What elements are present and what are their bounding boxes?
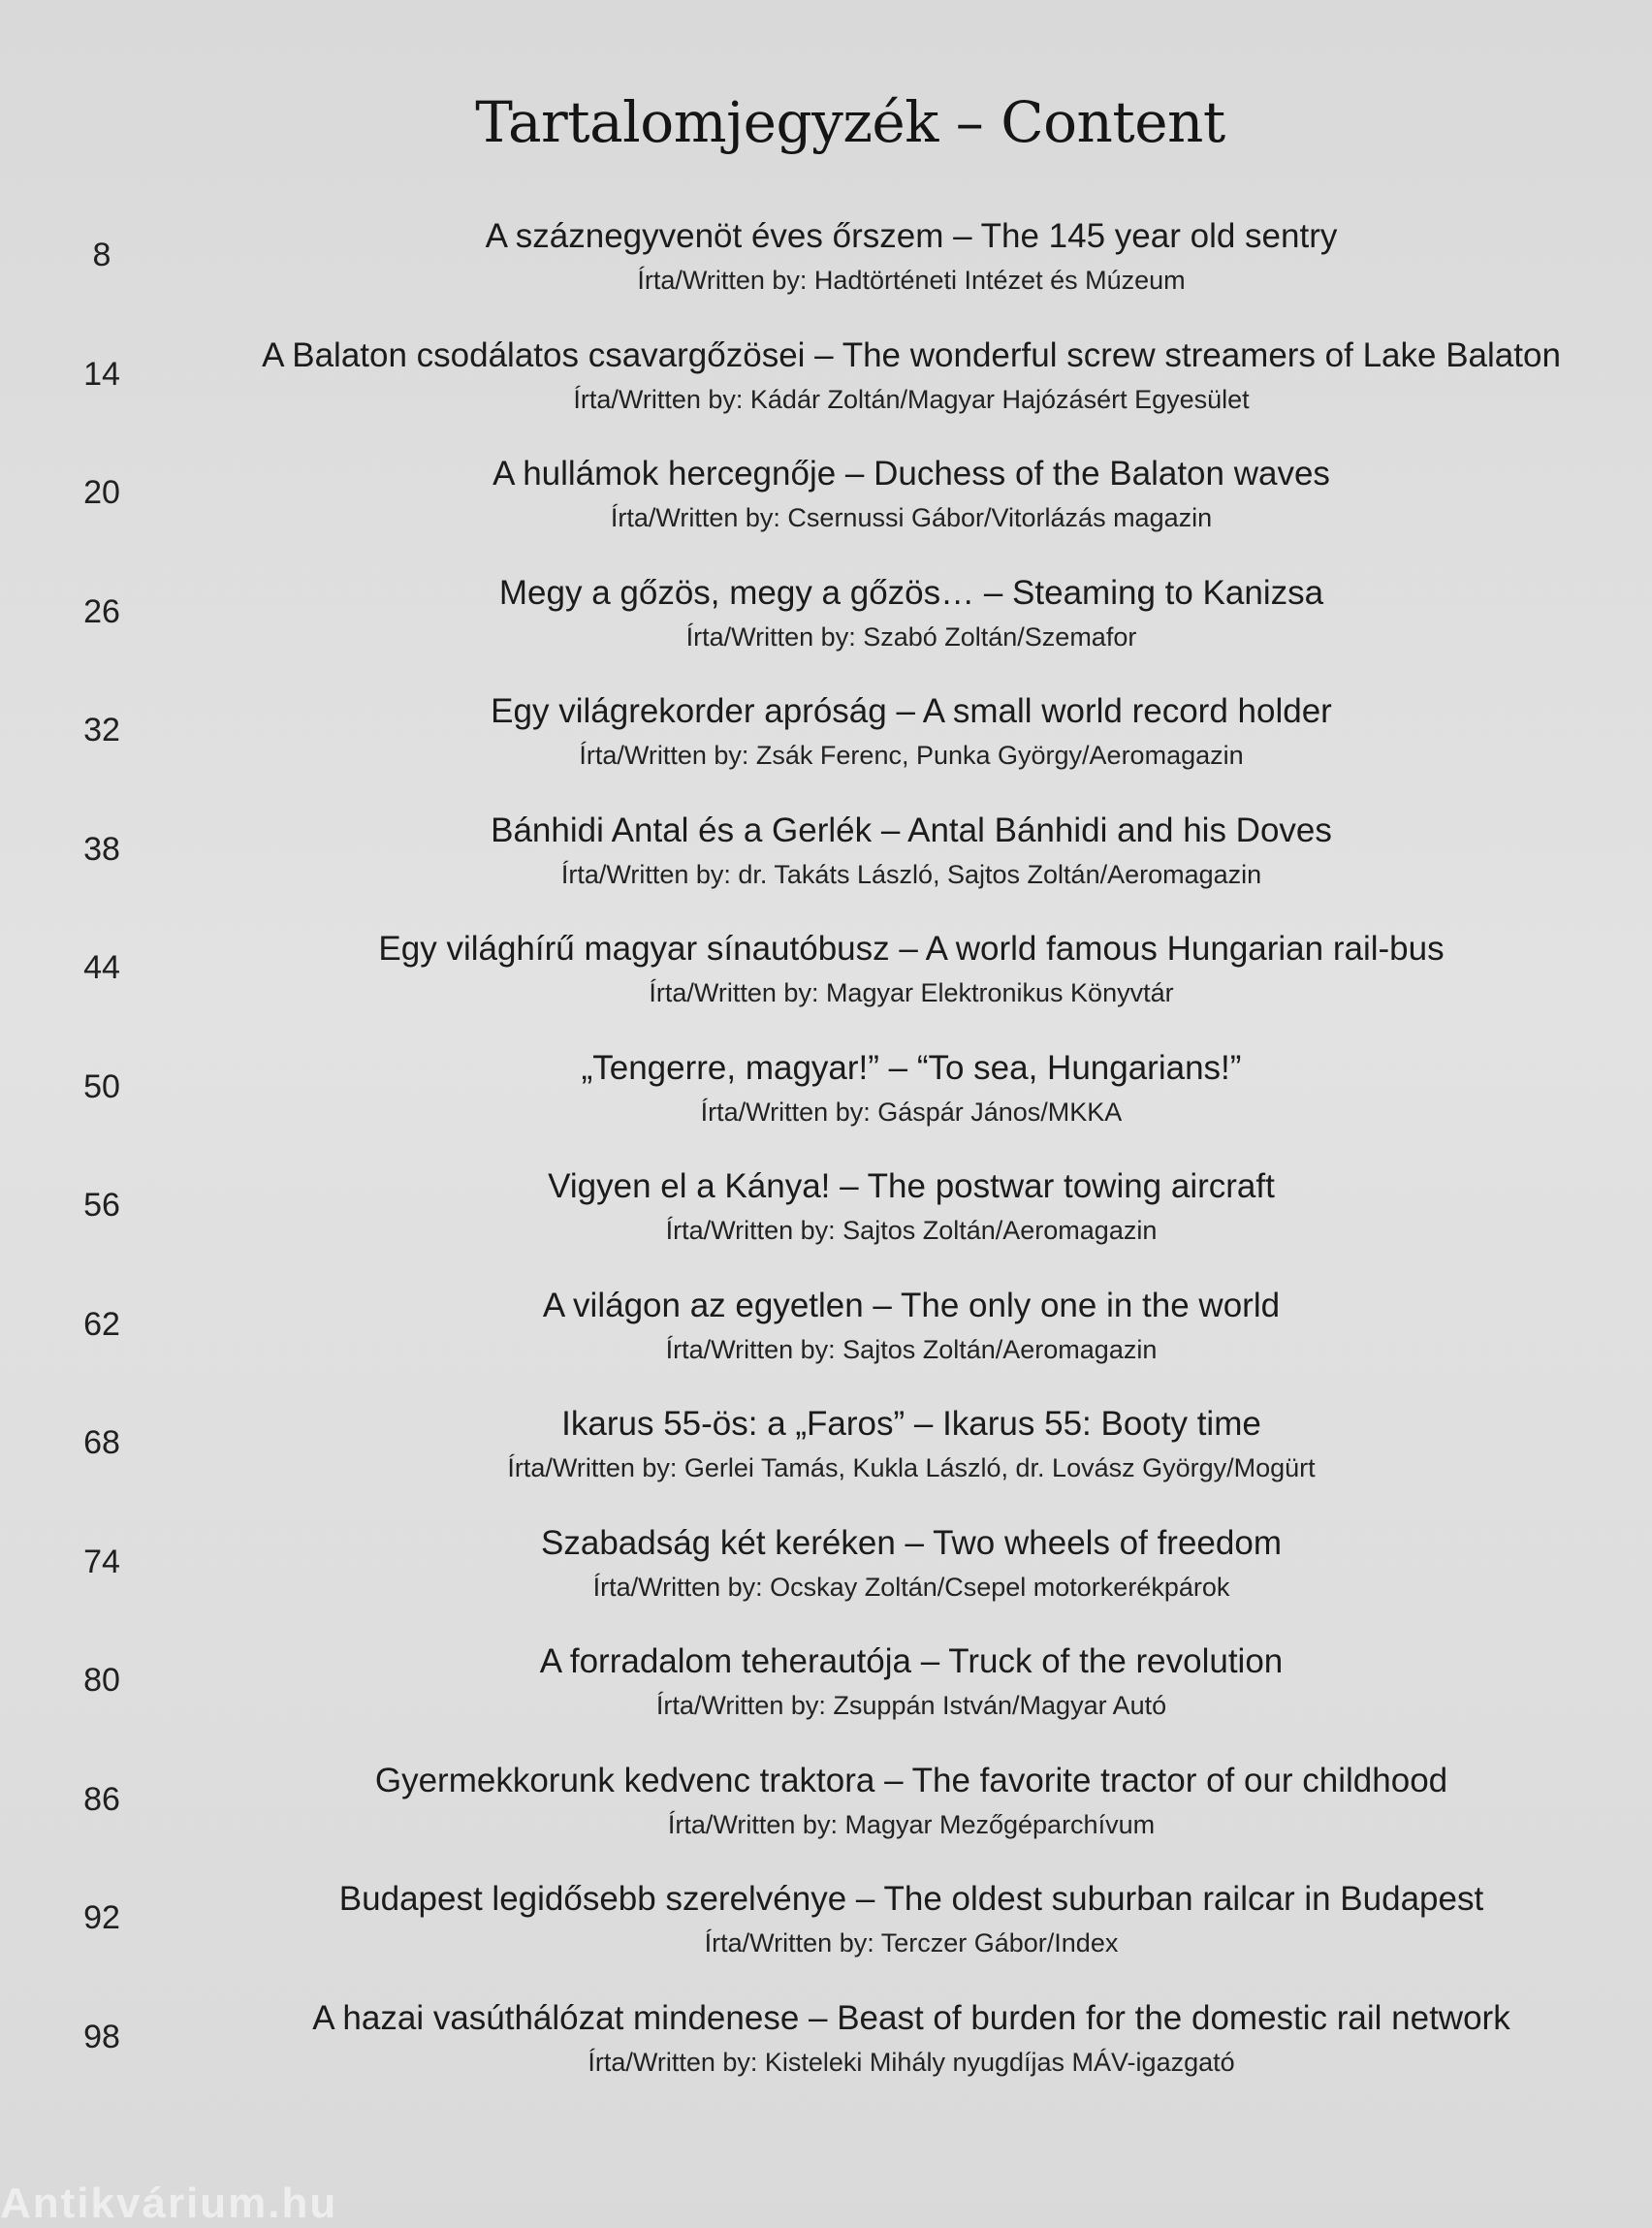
page-number: 68 (83, 1424, 120, 1461)
toc-entry (0, 1281, 1652, 1400)
entry-author: Írta/Written by: Kádár Zoltán/Magyar Hajózásért Egyesület (573, 384, 1250, 414)
entry-author: Írta/Written by: Kisteleki Mihály nyugdíjas MÁV-igazgató (588, 2047, 1235, 2077)
page-number: 44 (83, 949, 120, 986)
watermark: Antikvárium.hu (0, 2180, 338, 2227)
page-number: 56 (83, 1187, 120, 1224)
table-of-contents (0, 211, 1652, 2112)
entry-title: Egy világhírű magyar sínautóbusz – A world famous Hungarian rail-bus (378, 930, 1445, 968)
page-title: Tartalomjegyzék – Content (475, 89, 1225, 155)
toc-entry (0, 449, 1652, 568)
entry-author: Írta/Written by: Gáspár János/MKKA (700, 1097, 1123, 1127)
page-number: 74 (83, 1543, 120, 1580)
entry-title: Egy világrekorder apróság – A small world record holder (491, 692, 1332, 730)
page-number: 20 (83, 474, 120, 511)
entry-title: „Tengerre, magyar!” – “To sea, Hungarians!” (581, 1048, 1242, 1087)
entry-title: Vigyen el a Kánya! – The postwar towing aircraft (548, 1167, 1275, 1205)
toc-entry (0, 331, 1652, 450)
toc-entry (0, 211, 1652, 331)
entry-author: Írta/Written by: dr. Takáts László, Sajtos Zoltán/Aeromagazin (560, 859, 1262, 889)
entry-title: Megy a gőzös, megy a gőzös… – Steaming to Kanizsa (498, 573, 1324, 612)
toc-entry (0, 924, 1652, 1043)
entry-title: A forradalom teherautója – Truck of the revolution (539, 1642, 1284, 1680)
page-number: 98 (83, 2018, 120, 2055)
page-number: 92 (83, 1899, 120, 1936)
toc-entry (0, 686, 1652, 806)
entry-author: Írta/Written by: Zsuppán István/Magyar Autó (655, 1691, 1167, 1720)
entry-author: Írta/Written by: Csernussi Gábor/Vitorlázás magazin (610, 503, 1213, 532)
toc-entry (0, 1043, 1652, 1162)
toc-entry (0, 1399, 1652, 1518)
entry-author: Írta/Written by: Zsák Ferenc, Punka György/Aeromagazin (579, 741, 1244, 770)
page-number: 14 (83, 355, 120, 393)
entry-title: A hullámok hercegnője – Duchess of the Balaton waves (492, 455, 1330, 493)
entry-title: A világon az egyetlen – The only one in the world (542, 1286, 1281, 1324)
entry-author: Írta/Written by: Hadtörténeti Intézet és Múzeum (637, 266, 1186, 295)
entry-author: Írta/Written by: Szabó Zoltán/Szemafor (685, 621, 1137, 652)
toc-entry (0, 1518, 1652, 1638)
page-number: 86 (83, 1780, 120, 1818)
toc-entry (0, 1637, 1652, 1756)
page-number: 38 (83, 830, 120, 868)
entry-title: Budapest legidősebb szerelvénye – The oldest suburban railcar in Budapest (338, 1880, 1484, 1918)
toc-entry (0, 1162, 1652, 1281)
toc-entry (0, 1756, 1652, 1875)
toc-entry (0, 806, 1652, 925)
page-number: 62 (83, 1305, 120, 1343)
entry-title: Bánhidi Antal és a Gerlék – Antal Bánhidi and his Doves (491, 811, 1332, 849)
toc-entry (0, 1993, 1652, 2113)
entry-author: Írta/Written by: Magyar Mezőgéparchívum (667, 1809, 1156, 1839)
page-number: 32 (83, 712, 120, 748)
entry-author: Írta/Written by: Ocskay Zoltán/Csepel motorkerékpárok (592, 1572, 1230, 1602)
entry-title: A hazai vasúthálózat mindenese – Beast of burden for the domestic rail network (312, 1998, 1510, 2037)
page-number: 26 (83, 592, 120, 630)
entry-title: Ikarus 55-ös: a „Faros” – Ikarus 55: Booty time (561, 1405, 1261, 1443)
page-number: 8 (92, 237, 111, 273)
entry-title: A Balaton csodálatos csavargőzösei – The wonderful screw streamers of Lake Balaton (262, 335, 1561, 374)
entry-author: Írta/Written by: Sajtos Zoltán/Aeromagazin (665, 1216, 1158, 1245)
page-number: 50 (83, 1067, 120, 1105)
entry-title: Szabadság két keréken – Two wheels of freedom (541, 1523, 1282, 1562)
entry-author: Írta/Written by: Terczer Gábor/Index (704, 1928, 1119, 1957)
toc-entry (0, 1874, 1652, 1993)
entry-title: Gyermekkorunk kedvenc traktora – The favorite tractor of our childhood (374, 1761, 1448, 1799)
entry-author: Írta/Written by: Magyar Elektronikus Könyvtár (649, 978, 1174, 1007)
entry-author: Írta/Written by: Sajtos Zoltán/Aeromagazin (665, 1334, 1158, 1364)
page-number: 80 (83, 1662, 120, 1699)
entry-author: Írta/Written by: Gerlei Tamás, Kukla László, dr. Lovász György/Mogürt (507, 1453, 1316, 1482)
entry-title: A száznegyvenöt éves őrszem – The 145 year old sentry (485, 217, 1338, 255)
toc-entry (0, 568, 1652, 687)
